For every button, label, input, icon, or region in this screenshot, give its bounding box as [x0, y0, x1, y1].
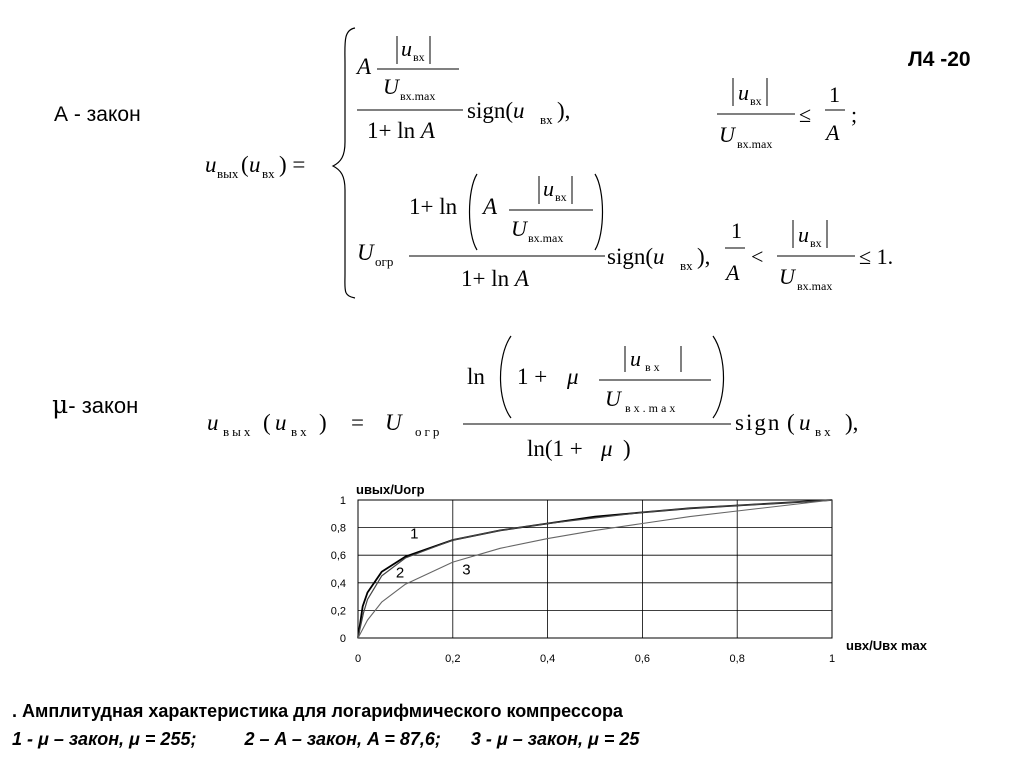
svg-text:вх.max: вх.max [625, 401, 679, 415]
svg-text:A: A [483, 194, 498, 219]
svg-text:вх: вх [555, 190, 567, 204]
svg-text:u: u [249, 152, 261, 177]
svg-text:U: U [605, 386, 621, 411]
caption-curve-3: 3 - μ – закон, μ = 25 [470, 729, 640, 749]
y-tick-label: 0 [339, 633, 346, 645]
x-tick-label: 0,4 [539, 653, 556, 665]
svg-text:sign(u: sign(u [607, 244, 665, 269]
svg-text:u: u [205, 152, 217, 177]
svg-text:ln(1 +: ln(1 + [527, 436, 583, 461]
svg-text:1+ ln A: 1+ ln A [461, 266, 529, 291]
svg-text:U: U [719, 122, 735, 147]
svg-text:ln: ln [467, 364, 485, 389]
figure-caption [12, 697, 639, 753]
compressor-chart [300, 470, 960, 670]
svg-text:вх.max: вх.max [400, 89, 436, 103]
caption-curve-2: 2 – A – закон, A = 87,6; [244, 729, 441, 749]
svg-text:≤ 1.: ≤ 1. [859, 244, 894, 269]
caption-line-2 [12, 725, 639, 753]
svg-text:μ: μ [567, 364, 579, 389]
x-tick-label: 1 [828, 653, 836, 665]
caption-line-1: . Амплитудная характеристика для логарифмического компрессора [12, 701, 623, 721]
y-tick-label: 0,6 [330, 550, 346, 563]
curve-label-2: 2 [395, 564, 405, 582]
svg-text:A: A [826, 120, 840, 145]
y-axis-label: uвых/Uогр [356, 482, 425, 497]
svg-text:(: ( [241, 152, 249, 177]
caption-curve-1: 1 - μ – закон, μ = 255; [12, 729, 197, 749]
svg-text:) =: ) = [279, 152, 306, 177]
chart-ticks [331, 495, 835, 665]
svg-text:): ) [319, 410, 327, 435]
y-tick-label: 0,2 [330, 605, 346, 618]
svg-text:(: ( [787, 410, 795, 435]
y-tick-label: 1 [339, 495, 346, 507]
x-tick-label: 0,8 [729, 653, 745, 665]
svg-text:(: ( [263, 410, 271, 435]
svg-text:вх: вх [413, 50, 425, 64]
curve-label-3: 3 [462, 561, 471, 579]
curve-label-1: 1 [410, 525, 419, 543]
svg-text:1: 1 [829, 82, 840, 107]
x-tick-label: 0,6 [634, 653, 651, 665]
svg-text:огр: огр [375, 254, 394, 269]
svg-text:u: u [207, 410, 221, 435]
svg-text:U: U [511, 216, 527, 241]
svg-text:1+ ln A: 1+ ln A [367, 118, 435, 143]
svg-text:sign: sign [735, 410, 782, 435]
svg-text:u: u [401, 36, 412, 61]
svg-text:u: u [543, 176, 554, 201]
svg-text:вых: вых [217, 166, 239, 181]
svg-text:вх.max: вх.max [737, 137, 773, 151]
svg-text:U: U [779, 264, 795, 289]
mu-symbol: μ [52, 390, 69, 419]
x-tick-label: 0 [354, 653, 362, 665]
svg-text:<: < [751, 244, 764, 269]
svg-text:;: ; [851, 102, 858, 127]
a-law-label: А - закон [54, 103, 141, 126]
svg-text:u: u [799, 410, 811, 435]
svg-text:вх: вх [291, 424, 310, 439]
svg-text:1+ ln: 1+ ln [409, 194, 458, 219]
slide-number: Л4 -20 [908, 48, 971, 71]
svg-text:вх: вх [645, 360, 663, 374]
plot-frame [358, 500, 832, 638]
svg-text:),: ), [697, 244, 711, 269]
svg-text:огр: огр [415, 424, 443, 439]
svg-text:U: U [385, 410, 402, 435]
svg-text:μ: μ [601, 436, 613, 461]
chart-grid [358, 500, 832, 638]
svg-text:вых: вых [223, 424, 254, 439]
svg-text:1 +: 1 + [517, 364, 548, 389]
mu-law-label-text: - закон [68, 393, 139, 418]
series-line-2 [358, 500, 832, 638]
x-tick-label: 0,2 [445, 653, 461, 665]
svg-text:),: ), [845, 410, 859, 435]
mu-law-label [52, 390, 138, 419]
svg-text:u: u [738, 80, 749, 105]
svg-text:=: = [351, 410, 364, 435]
svg-text:вх.max: вх.max [797, 279, 833, 293]
svg-text:вх.max: вх.max [528, 231, 564, 245]
svg-text:U: U [357, 240, 374, 265]
y-tick-label: 0,4 [330, 577, 346, 590]
series-line-3 [358, 500, 832, 638]
series-line-1 [358, 500, 832, 638]
svg-text:u: u [630, 346, 641, 371]
mu-law-formula [205, 328, 905, 468]
a-law-formula [205, 24, 920, 304]
svg-text:),: ), [557, 98, 571, 123]
x-axis-label: uвх/Uвх max [846, 638, 928, 653]
svg-text:U: U [383, 74, 399, 99]
svg-text:1: 1 [731, 218, 742, 243]
svg-text:u: u [798, 222, 809, 247]
svg-text:A: A [726, 260, 740, 285]
svg-text:u: u [275, 410, 287, 435]
y-tick-label: 0,8 [330, 522, 346, 535]
svg-text:≤: ≤ [799, 102, 812, 127]
svg-text:вх: вх [815, 424, 834, 439]
svg-text:вх: вх [750, 94, 762, 108]
svg-text:sign(u: sign(u [467, 98, 525, 123]
svg-text:вх: вх [262, 166, 275, 181]
svg-text:вх: вх [540, 112, 553, 127]
svg-text:вх: вх [810, 236, 822, 250]
svg-text:вх: вх [680, 258, 693, 273]
svg-text:): ) [623, 436, 631, 461]
svg-text:A: A [357, 54, 372, 79]
chart-series [358, 500, 832, 638]
